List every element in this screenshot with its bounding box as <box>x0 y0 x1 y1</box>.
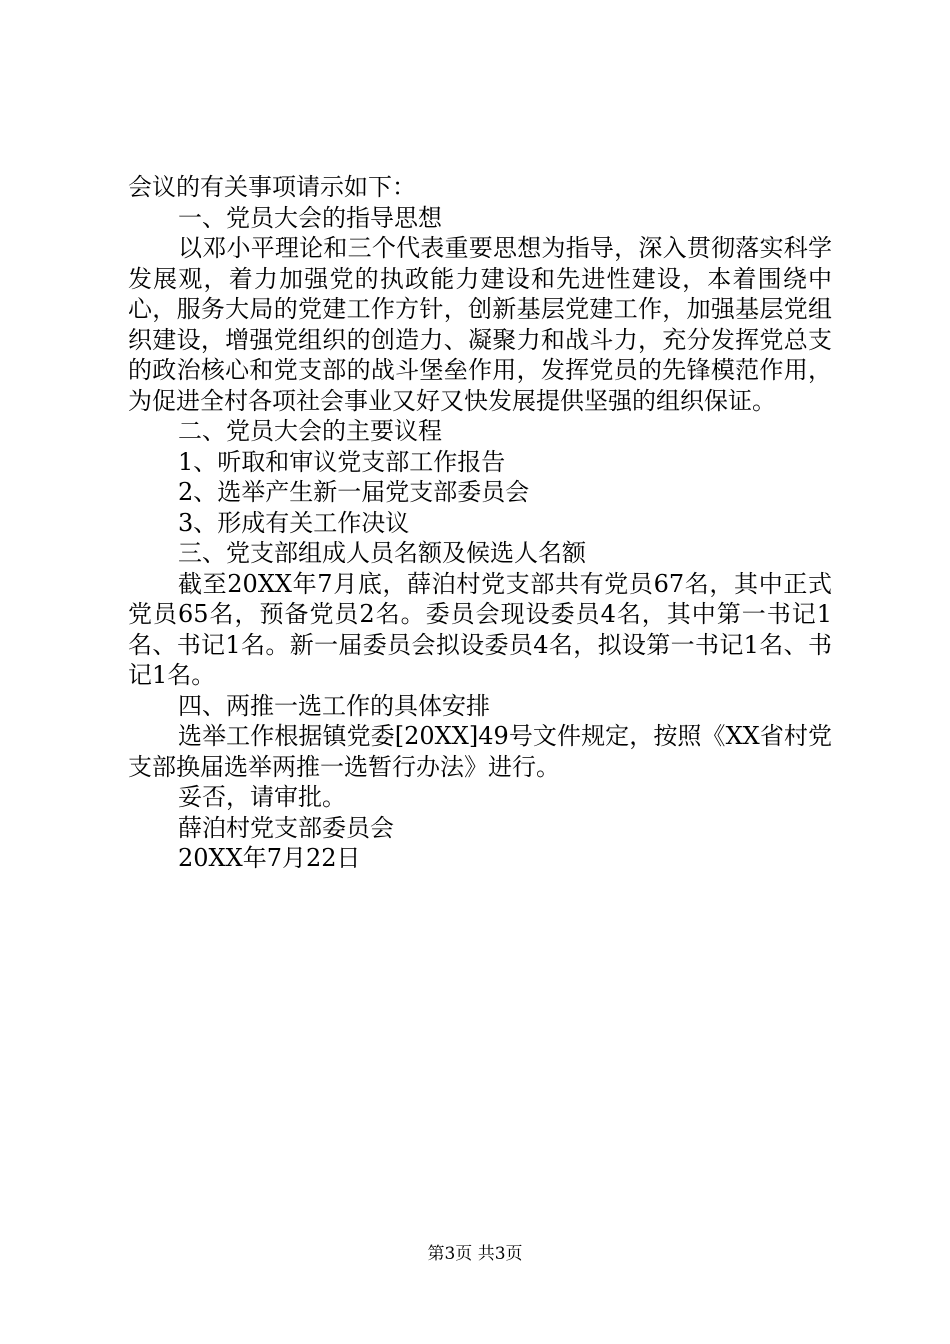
intro-line: 会议的有关事项请示如下： <box>128 173 416 201</box>
paragraph-guiding-thought: 以邓小平理论和三个代表重要思想为指导，深入贯彻落实科学发展观，着力加强党的执政能力建设和先进性建设，本着围绕中心，服务大局的党建工作方针，创新基层党建工作，加强基层党组织建设，增强党组织的创造力、凝聚力和战斗力，充分发挥党总支的政治核心和党支部的战斗堡垒作用，发挥党员的先锋模范作用，为促进全村各项社会事业又好又快发展提供坚强的组织保证。 <box>128 234 832 415</box>
signature-date: 20XX年7月22日 <box>178 844 361 872</box>
approval-request: 妥否，请审批。 <box>178 783 346 811</box>
section-heading-3: 三、党支部组成人员名额及候选人名额 <box>178 539 586 567</box>
agenda-item-3: 3、形成有关工作决议 <box>178 508 410 537</box>
paragraph-election-arrangement: 选举工作根据镇党委[20XX]49号文件规定，按照《XX省村党支部换届选举两推一选暂行办法》进行。 <box>128 722 832 781</box>
section-heading-1: 一、党员大会的指导思想 <box>178 203 442 232</box>
agenda-item-2: 2、选举产生新一届党支部委员会 <box>178 478 530 506</box>
section-heading-4: 四、两推一选工作的具体安排 <box>178 691 490 720</box>
agenda-item-1: 1、听取和审议党支部工作报告 <box>178 447 506 476</box>
signature-organization: 薛泊村党支部委员会 <box>178 813 394 842</box>
page-number: 第3页 共3页 <box>427 1244 523 1264</box>
page-footer <box>0 1243 950 1265</box>
section-heading-2: 二、党员大会的主要议程 <box>178 417 442 445</box>
document-body <box>128 172 832 874</box>
paragraph-member-quota: 截至20XX年7月底，薛泊村党支部共有党员67名，其中正式党员65名，预备党员2名。委员会现设委员4名，其中第一书记1名、书记1名。新一届委员会拟设委员4名，拟设第一书记1名、书记1名。 <box>128 569 832 689</box>
